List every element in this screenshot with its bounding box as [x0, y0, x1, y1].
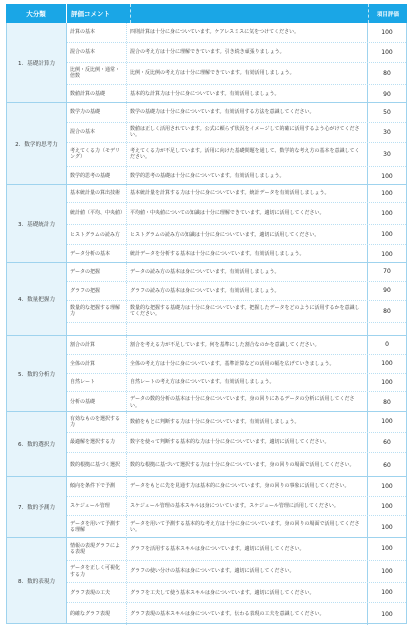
- table-row: [67, 538, 406, 561]
- subcategory-cell: グラフの把握: [67, 282, 127, 300]
- category-rows: [67, 103, 406, 184]
- comment-cell: 数学の基礎力は十分に身についています。有効活用する方法を意識してください。: [127, 103, 368, 122]
- score-cell: 80: [383, 307, 391, 315]
- subcategory-cell: データ分析の基本: [67, 245, 127, 264]
- subcategory-cell: 数学力の基礎: [67, 103, 127, 122]
- table-row: [67, 185, 406, 203]
- table-row: [67, 516, 406, 538]
- comment-cell: グラフの読み方の基本は身についています。有効活用しましょう。: [127, 282, 368, 300]
- comment-cell: [127, 323, 368, 337]
- category-group: [6, 23, 407, 103]
- category-label: 8．数的表現力: [7, 538, 67, 623]
- score-cell: 100: [381, 545, 393, 553]
- category-rows: [67, 412, 406, 476]
- category-rows: [67, 477, 406, 537]
- category-group: [6, 477, 407, 538]
- score-cell: 100: [381, 210, 393, 218]
- comment-cell: 基本的な計算力は十分に身についています。有効活用しましょう。: [127, 85, 368, 104]
- score-cell: 100: [381, 502, 393, 510]
- table-row: [67, 85, 406, 104]
- category-rows: [67, 23, 406, 102]
- category-label: 2．数学的思考力: [7, 103, 67, 184]
- subcategory-cell: 割合の計算: [67, 336, 127, 354]
- score-cell: 90: [383, 287, 391, 295]
- subcategory-cell: データの把握: [67, 263, 127, 281]
- score-cell: 100: [381, 589, 393, 597]
- table-row: [67, 203, 406, 226]
- comment-cell: 考えてくる力が不足しています。活用に向けた基礎問題を通して、数学的な考え方の基本を意識してください。: [127, 143, 368, 167]
- subcategory-cell: 数量的な把握する理解力: [67, 301, 127, 323]
- subcategory-cell: 考えてくる力（モデリング）: [67, 143, 127, 167]
- comment-cell: 自然レートの考え方は身についています。有効活用しましょう。: [127, 374, 368, 392]
- category-group: [6, 263, 407, 336]
- category-rows: [67, 263, 406, 335]
- subcategory-cell: グラフ表現の工夫: [67, 583, 127, 602]
- comment-cell: データの数的分析の基本は十分に身についています。身の回りにあるデータの分析に活用してください。: [127, 392, 368, 413]
- table-row: [67, 433, 406, 454]
- score-cell: 100: [381, 28, 393, 36]
- category-rows: [67, 185, 406, 262]
- score-cell: 100: [381, 48, 393, 56]
- table-row: [67, 336, 406, 355]
- score-cell: 100: [381, 231, 393, 239]
- subcategory-cell: 分析の基礎: [67, 392, 127, 413]
- category-label: 1．基礎計算力: [7, 23, 67, 102]
- score-cell: 80: [383, 399, 391, 407]
- score-cell: 90: [383, 91, 391, 99]
- subcategory-cell: 数値計算の基礎: [67, 85, 127, 104]
- comment-cell: スケジュール管理の基本スキルは身についています。スケジュール管理に活用してください。: [127, 497, 368, 516]
- subcategory-cell: 的確なグラフ表現: [67, 603, 127, 625]
- comment-cell: グラフの使い分けの基本は身についています。適切に活用してください。: [127, 561, 368, 583]
- table-row: [67, 245, 406, 264]
- subcategory-cell: 傾向を条件下で予測: [67, 477, 127, 496]
- comment-cell: 基本統計量を計算する力は十分に身についています。統計データを有効活用しましょう。: [127, 185, 368, 202]
- table-row: [67, 282, 406, 301]
- category-rows: [67, 538, 406, 623]
- comment-cell: 数学的思考の基礎は十分に身についています。有効活用しましょう。: [127, 167, 368, 186]
- subcategory-cell: スケジュール管理: [67, 497, 127, 516]
- score-cell: 100: [381, 360, 393, 368]
- subcategory-cell: 自然レート: [67, 374, 127, 392]
- table-row: [67, 301, 406, 324]
- category-label: 4．数量把握力: [7, 263, 67, 335]
- comment-cell: 四則計算は十分に身についています。ケアレスミスに気をつけてください。: [127, 23, 368, 42]
- score-cell: 100: [381, 173, 393, 181]
- comment-cell: データを用いて予測する基本的な考え方は十分に身についています。身の回りの場面で活用してください。: [127, 516, 368, 538]
- score-cell: 60: [383, 439, 391, 447]
- table-row: [67, 143, 406, 168]
- category-label: 6．数的選択力: [7, 412, 67, 476]
- table-row: [67, 374, 406, 393]
- table-row: [67, 392, 406, 413]
- comment-cell: 統計データを分析する基本は十分に身についています。有効活用しましょう。: [127, 245, 368, 264]
- score-cell: 100: [381, 568, 393, 576]
- score-cell: 80: [383, 69, 391, 77]
- table-row: [67, 263, 406, 282]
- table-row: [67, 412, 406, 433]
- category-group: [6, 412, 407, 477]
- score-cell: 100: [381, 251, 393, 259]
- subcategory-cell: 比例・反比例・通常・倍数: [67, 63, 127, 85]
- category-group: [6, 103, 407, 185]
- score-cell: 100: [381, 610, 393, 618]
- comment-cell: グラフ表現の基本スキルは身についています。伝わる表現の工夫を意識してください。: [127, 603, 368, 625]
- comment-cell: 数字を使って判断する基本的な力は十分に身についています。適切に活用してください。: [127, 433, 368, 453]
- category-label: 7．数的予測力: [7, 477, 67, 537]
- table-row: [67, 23, 406, 43]
- table-row: [67, 477, 406, 497]
- comment-cell: 数値は正しく活用されています。公式に頼らず状況をイメージして的確に活用するよう心がけてください。: [127, 123, 368, 142]
- subcategory-cell: 統計値（平均、中央値）: [67, 203, 127, 225]
- table-row: [67, 561, 406, 584]
- subcategory-cell: 情報の表現グラフによる表現: [67, 538, 127, 560]
- subcategory-cell: 混合の基本: [67, 123, 127, 142]
- score-cell: 100: [381, 482, 393, 490]
- table-header: [6, 4, 407, 23]
- score-cell: 50: [383, 108, 391, 116]
- score-cell: 100: [381, 418, 393, 426]
- comment-cell: 比例・反比例の考え方は十分に理解できています。有効活用しましょう。: [127, 63, 368, 85]
- evaluation-table: [6, 4, 407, 624]
- subcategory-cell: 基本統計量の算出技術: [67, 185, 127, 202]
- category-rows: [67, 336, 406, 411]
- score-cell: 30: [383, 150, 391, 158]
- score-cell: 70: [383, 268, 391, 276]
- subcategory-cell: 数学的思考の基礎: [67, 167, 127, 186]
- table-row: [67, 63, 406, 86]
- subcategory-cell: 計算の基本: [67, 23, 127, 42]
- table-row: [67, 583, 406, 603]
- comment-cell: 混合の考え方は十分に理解できています。引き続き頑張りましょう。: [127, 43, 368, 62]
- category-group: [6, 336, 407, 412]
- score-cell: 30: [383, 128, 391, 136]
- comment-cell: グラフを工夫して使う基本スキルは身についています。適切に活用してください。: [127, 583, 368, 602]
- table-row: [67, 167, 406, 186]
- table-row: [67, 123, 406, 143]
- comment-cell: 全体の考え方は十分に身についています。基準計算などの活用の幅を広げていきましょう。: [127, 355, 368, 373]
- score-cell: 100: [381, 189, 393, 197]
- score-cell: [368, 323, 406, 337]
- header-score: 項目評価: [376, 11, 399, 18]
- comment-cell: 割合を考える力が不足しています。何を基準にした割合なのかを意識してください。: [127, 336, 368, 354]
- comment-cell: データをもとに先を見通す力は基本的に身についています。身の回りの事象に活用してください。: [127, 477, 368, 496]
- comment-cell: データの読み方の基本は身についています。有効活用しましょう。: [127, 263, 368, 281]
- subcategory-cell: 有効なものを選択する力: [67, 412, 127, 432]
- comment-cell: 平均値・中央値についての知識は十分に理解できています。適切に活用してください。: [127, 203, 368, 225]
- header-spacer: [131, 4, 369, 23]
- subcategory-cell: 混合の基本: [67, 43, 127, 62]
- comment-cell: ヒストグラムの読み方の知識は十分に身についています。適切に活用してください。: [127, 225, 368, 244]
- comment-cell: 数的な根拠に基づいて選択する力は十分に身についています。身の回りの場面で活用してください。: [127, 453, 368, 477]
- table-row: [67, 43, 406, 63]
- score-cell: 60: [383, 461, 391, 469]
- comment-cell: 数値をもとに判断する力は十分に身についています。有効活用しましょう。: [127, 412, 368, 432]
- category-label: 3．基礎統計力: [7, 185, 67, 262]
- header-category: 大分類: [6, 4, 67, 23]
- comment-cell: 数量的な把握する基礎力は十分に身についています。把握したデータをどのように活用するかを意識してください。: [127, 301, 368, 323]
- table-row: [67, 323, 406, 337]
- category-label: 5．数的分析力: [7, 336, 67, 411]
- table-row: [67, 603, 406, 625]
- comment-cell: グラフを活用する基本スキルは身についています。適切に活用してください。: [127, 538, 368, 560]
- table-row: [67, 453, 406, 477]
- subcategory-cell: 全体の計算: [67, 355, 127, 373]
- subcategory-cell: データを用いて予測する理解: [67, 516, 127, 538]
- table-row: [67, 225, 406, 245]
- category-group: [6, 538, 407, 624]
- table-body: [6, 23, 407, 624]
- subcategory-cell: 最適解を選択する力: [67, 433, 127, 453]
- category-group: [6, 185, 407, 263]
- score-cell: 0: [385, 341, 389, 349]
- score-cell: 100: [381, 378, 393, 386]
- table-row: [67, 355, 406, 374]
- subcategory-cell: ヒストグラムの読み方: [67, 225, 127, 244]
- score-cell: 100: [381, 523, 393, 531]
- header-comment: 評価コメント: [67, 4, 131, 23]
- subcategory-cell: 数的根拠に基づく選択: [67, 453, 127, 477]
- table-row: [67, 497, 406, 517]
- subcategory-cell: [67, 323, 127, 337]
- table-row: [67, 103, 406, 123]
- subcategory-cell: データを正しく可視化する力: [67, 561, 127, 583]
